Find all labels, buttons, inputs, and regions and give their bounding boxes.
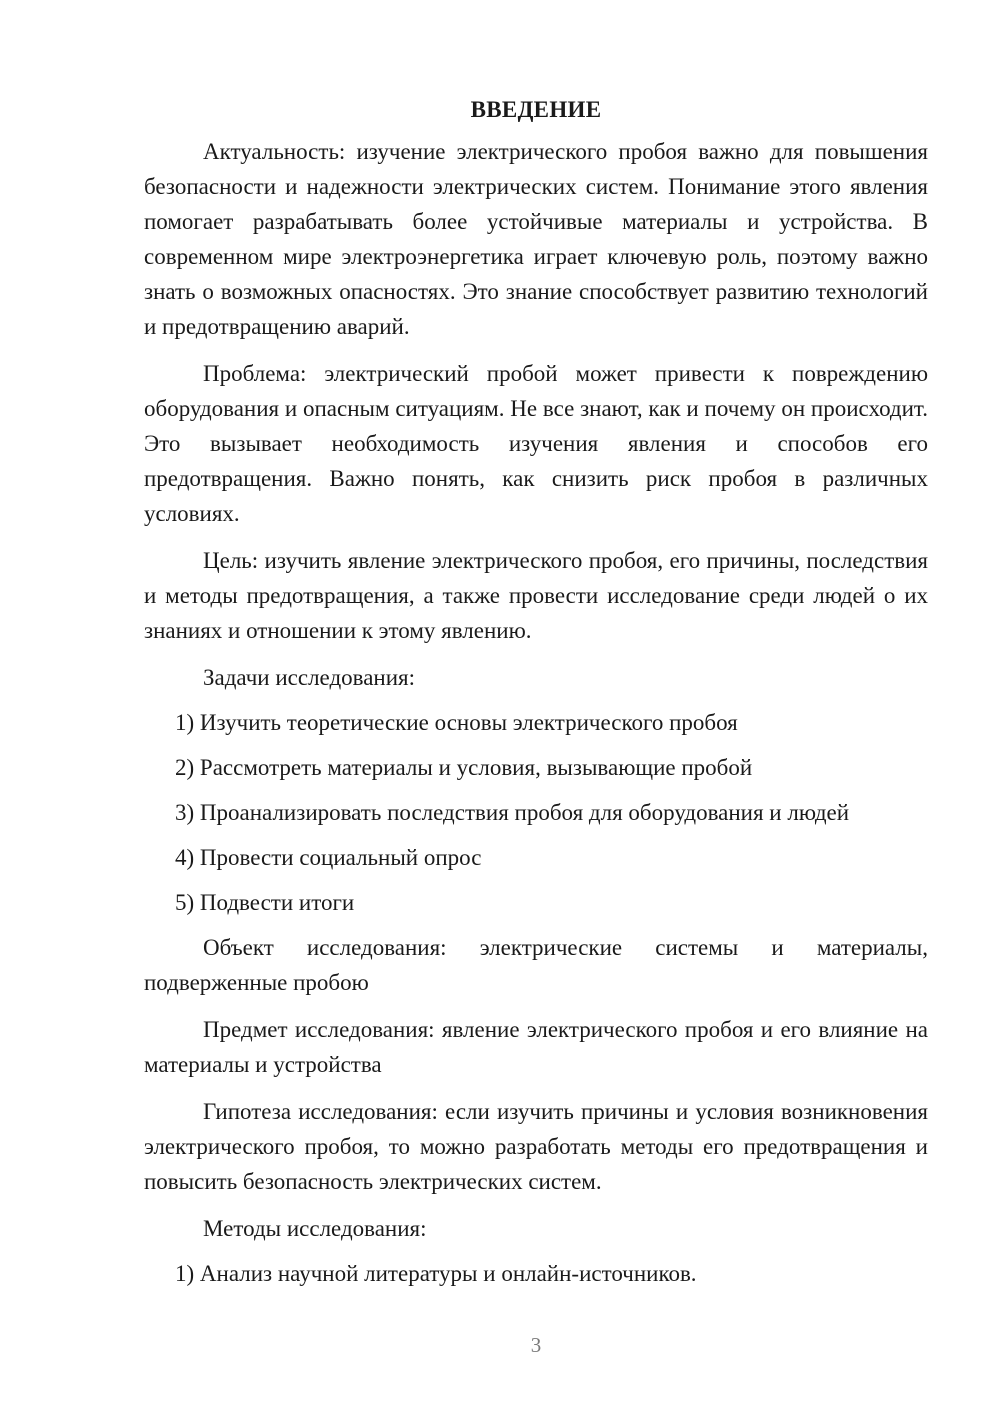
problem-paragraph: Проблема: электрический пробой может привести к повреждению оборудования и опасным ситуациям. Не все знают, как и почему он происходит. Это вызывает необходимость изучения явления и способов его предотвращения. Важно понять, как снизить риск пробоя в различных условиях. bbox=[144, 361, 928, 526]
subject-paragraph: Предмет исследования: явление электрического пробоя и его влияние на материалы и устройства bbox=[144, 1017, 928, 1077]
task-item-4: 4) Провести социальный опрос bbox=[175, 845, 482, 870]
task-item-5: 5) Подвести итоги bbox=[175, 890, 355, 915]
page-number: 3 bbox=[530, 1333, 542, 1357]
methods-title: Методы исследования: bbox=[203, 1216, 427, 1241]
object-paragraph: Объект исследования: электрические системы и материалы, подверженные пробою bbox=[144, 935, 928, 995]
task-item-1: 1) Изучить теоретические основы электрического пробоя bbox=[175, 710, 738, 735]
task-item-3: 3) Проанализировать последствия пробоя для оборудования и людей bbox=[175, 800, 850, 825]
tasks-title: Задачи исследования: bbox=[203, 665, 416, 690]
hypothesis-paragraph: Гипотеза исследования: если изучить причины и условия возникновения электрического пробоя, то можно разработать методы его предотвращения и повысить безопасность электрических систем. bbox=[144, 1099, 928, 1194]
goal-paragraph: Цель: изучить явление электрического пробоя, его причины, последствия и методы предотвращения, а также провести исследование среди людей о их знаниях и отношении к этому явлению. bbox=[144, 548, 928, 643]
page-content bbox=[144, 92, 928, 1301]
task-item-2: 2) Рассмотреть материалы и условия, вызывающие пробой bbox=[175, 755, 753, 780]
relevance-paragraph: Актуальность: изучение электрического пробоя важно для повышения безопасности и надежности электрических систем. Понимание этого явления помогает разрабатывать более устойчивые материалы и устройства. В современном мире электроэнергетика играет ключевую роль, поэтому важно знать о возможных опасностях. Это знание способствует развитию технологий и предотвращению аварий. bbox=[144, 139, 928, 339]
section-heading: ВВЕДЕНИЕ bbox=[470, 97, 602, 122]
method-item-1: 1) Анализ научной литературы и онлайн-источников. bbox=[175, 1261, 697, 1286]
